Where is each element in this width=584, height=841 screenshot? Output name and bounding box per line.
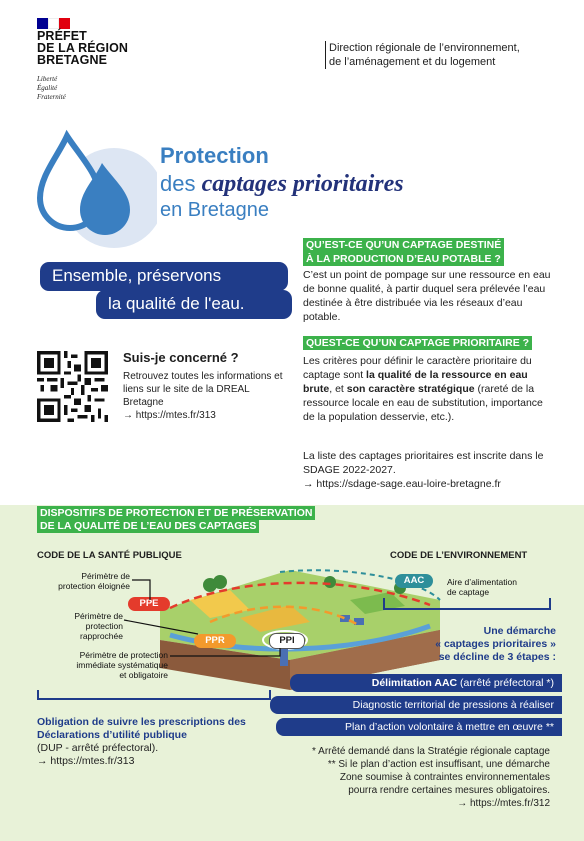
marianne-flag-icon (37, 16, 70, 27)
mtes-313-link-2[interactable]: → https://mtes.fr/313 (37, 755, 135, 767)
dispositifs-heading-line1: DISPOSITIFS DE PROTECTION ET DE PRÉSERVATION (37, 506, 315, 520)
etape-3: Plan d’action volontaire à mettre en œuvre ** (276, 718, 562, 736)
q1-heading-line1: QU’EST-CE QU’UN CAPTAGE DESTINÉ (303, 238, 504, 252)
footnote-2: ** Si le plan d’action est insuffisant, une démarche Zone soumise à contraintes environnementales pourra rendre certaines mesures obligatoires. (327, 759, 550, 796)
demarche-text: Une démarche « captages prioritaires » se décline de 3 étapes : (435, 625, 556, 663)
etape-2: Diagnostic territorial de pressions à réaliser (270, 696, 562, 714)
badge-ppe: PPE (128, 597, 170, 611)
label-ppe: Périmètre de protection éloignée (58, 571, 130, 591)
title-line3: en Bretagne (160, 199, 269, 221)
footnote-1: * Arrêté demandé dans la Stratégie régionale captage (312, 746, 550, 757)
dispositifs-heading-line2: DE LA QUALITÉ DE L’EAU DES CAPTAGES (37, 519, 259, 533)
badge-aac: AAC (395, 574, 433, 588)
badge-ppi: PPI (269, 633, 305, 649)
label-ppr: Périmètre de protection rapprochée (74, 611, 123, 641)
title-line2: des captages prioritaires (160, 171, 404, 197)
mtes-313-link[interactable]: → https://mtes.fr/313 (123, 410, 216, 421)
badge-ppr: PPR (194, 634, 236, 648)
obligation-text: Obligation de suivre les prescriptions des Déclarations d’utilité publique (37, 716, 246, 741)
code-env-heading: CODE DE L’ENVIRONNEMENT (390, 550, 528, 561)
q2-text: Les critères pour définir le caractère prioritaire du captage sont la qualité de la ressource en eau brute, et son caractère stratégique (rareté de la ressource locale en eau de substitution, importance de la population desservie, etc.). (303, 355, 543, 423)
sdage-link[interactable]: → https://sdage-sage.eau-loire-bretagne.fr (303, 478, 501, 490)
concerne-title: Suis-je concerné ? (123, 350, 239, 365)
footnotes (244, 745, 550, 810)
sante-bracket (37, 690, 271, 700)
q2-heading: QUEST-CE QU’UN CAPTAGE PRIORITAIRE ? (303, 336, 532, 350)
q2-list-text: La liste des captages prioritaires est inscrite dans le SDAGE 2022-2027. (303, 450, 544, 476)
qr-code-icon[interactable] (37, 351, 108, 422)
slogan-line1: Ensemble, préservons (40, 262, 288, 291)
q1-text: C’est un point de pompage sur une ressource en eau de bonne qualité, à partir duquel sera prélevée l’eau destinée à être distribuée via les réseaux d’eau potable. (303, 269, 551, 323)
etape-1: Délimitation AAC (arrêté préfectoral *) (290, 674, 562, 692)
label-ppi: Périmètre de protection immédiate systématique et obligatoire (76, 650, 168, 680)
prefet-logo-text: PRÉFET DE LA RÉGION BRETAGNE (37, 29, 129, 67)
devise: Liberté Égalité Fraternité (37, 75, 66, 101)
water-drops-icon (22, 118, 157, 253)
code-sante-heading: CODE DE LA SANTÉ PUBLIQUE (37, 550, 182, 561)
env-bracket (383, 598, 551, 610)
dreal-name: Direction régionale de l’environnement, de l’aménagement et du logement (325, 41, 569, 69)
mtes-312-link[interactable]: → https://mtes.fr/312 (457, 798, 550, 809)
q1-heading-line2: À LA PRODUCTION D’EAU POTABLE ? (303, 252, 504, 266)
label-aac: Aire d’alimentation de captage (447, 577, 517, 597)
connector-lines (120, 578, 300, 678)
concerne-text: Retrouvez toutes les informations et liens sur le site de la DREAL Bretagne → https://mtes.fr/313 (123, 371, 283, 421)
title-line1: Protection (160, 143, 269, 168)
slogan-line2: la qualité de l'eau. (96, 290, 292, 319)
dup-text: (DUP - arrêté préfectoral). → https://mtes.fr/313 (37, 742, 159, 767)
